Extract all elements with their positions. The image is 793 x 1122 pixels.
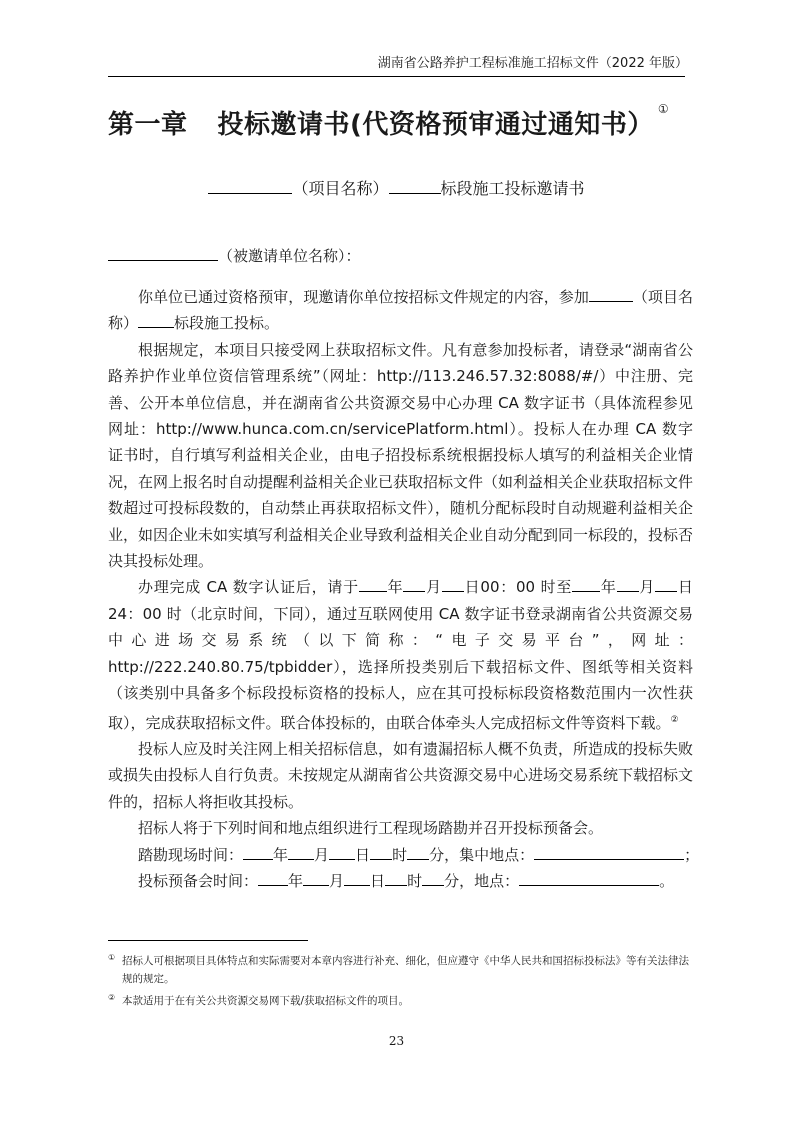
p3-year2-blank: [572, 575, 600, 592]
invitee-blank: [108, 244, 218, 261]
prebid-place-blank: [519, 869, 659, 886]
addressee-line: [108, 244, 361, 266]
prebid-year: 年: [288, 871, 304, 890]
footnote-ref-2[interactable]: ②: [670, 714, 679, 725]
footnote-1-text: 招标人可根据项目具体特点和实际需要对本章内容进行补充、细化，但应遵守《中华人民共和国招标投标法》等有关法律法规的规定。: [122, 955, 689, 985]
site-hour: 时: [392, 845, 408, 864]
p1-project-blank: [589, 285, 633, 302]
footnote-2-mark: ②: [108, 993, 116, 1002]
subtitle-section-label: 标段施工投标邀请书: [440, 179, 585, 198]
p3-text-b: 24：00 时（北京时间，下同），通过互联网使用 CA 数字证书登录湖南省公共资源交易中心进场交易系统（以下简称：“电子交易平台”，网址：http://222.240.80.75/tpbidder），选择所投类别后下载招标文件、图纸等相关资料（该类别中具备多个标段投标资格的投标人，应在其可投标标段资格数范围内一次性获取），完成获取招标文件。联合体投标的，由联合体牵头人完成招标文件等资料下载。: [108, 604, 693, 732]
p3-day: 日: [463, 578, 481, 597]
paragraph-2: 根据规定，本项目只接受网上获取招标文件。凡有意参加投标者，请登录“湖南省公路养护作业单位资信管理系统”（网址：http://113.246.57.32:8088/#/）中注册、完善、公开本单位信息，并在湖南省公共资源交易中心办理 CA 数字证书（具体流程参见网址：http://www.hunca.com.cn/servicePlatform.html）。投标人在办理 CA 数字证书时，自行填写利益相关企业，由电子招投标系统根据投标人填写的利益相关企业情况，在网上报名时自动提醒利益相关企业已获取招标文件（如利益相关企业获取招标文件数超过可投标段数的，自动禁止再获取招标文件），随机分配标段时自动规避利益相关企业，如因企业未如实填写利益相关企业导致利益相关企业自动分配到同一标段的，投标否决其投标处理。: [108, 340, 694, 571]
p3-day2-blank: [655, 575, 677, 592]
prebid-minute: 分，: [444, 871, 475, 890]
letter-body: [108, 284, 700, 894]
site-place-blank: [534, 843, 684, 860]
p3-text-a: 办理完成 CA 数字认证后，请于: [138, 578, 359, 597]
site-day-blank: [329, 843, 355, 860]
chapter-name: 投标邀请书(代资格预审通过通知书）: [217, 110, 654, 140]
site-visit-line: [108, 842, 700, 868]
project-name-blank: [208, 177, 292, 194]
invitation-subtitle: [0, 176, 793, 199]
site-day: 日: [355, 845, 371, 864]
prebid-minute-blank: [422, 869, 444, 886]
paragraph-4: 投标人应及时关注网上相关招标信息，如有遗漏招标人概不负责，所造成的投标失败或损失由投标人自行负责。未按规定从湖南省公共资源交易中心进场交易系统下载招标文件的，招标人将拒收其投标。: [108, 739, 694, 811]
p1-text-c: 标段施工投标。: [174, 314, 280, 333]
site-month: 月: [314, 845, 330, 864]
footnotes: [108, 952, 693, 1014]
footnote-rule: [108, 940, 308, 941]
section-blank: [389, 177, 441, 194]
prebid-place-label: 地点：: [474, 871, 520, 890]
site-minute: 分，集中地点：: [429, 845, 535, 864]
footnote-ref-1[interactable]: ①: [657, 102, 670, 116]
prebid-end: 。: [659, 871, 675, 890]
prebid-day-blank: [344, 869, 370, 886]
subtitle-project-label: （项目名称）: [292, 179, 389, 198]
paragraph-3: [108, 574, 693, 735]
site-hour-blank: [370, 843, 392, 860]
addressee-label: （被邀请单位名称）：: [218, 247, 361, 265]
chapter-number: 第一章: [108, 110, 188, 140]
footnote-2-text: 本款适用于在有关公共资源交易网下载/获取招标文件的项目。: [122, 995, 410, 1007]
prebid-month-blank: [303, 869, 329, 886]
running-header: 湖南省公路养护工程标准施工招标文件（2022 年版）: [377, 56, 688, 71]
prebid-hour: 时: [407, 871, 423, 890]
site-visit-label: 踏勘现场时间：: [138, 845, 244, 864]
prebid-hour-blank: [385, 869, 407, 886]
footnote-1: [108, 952, 693, 988]
prebid-month: 月: [329, 871, 345, 890]
site-end: ；: [684, 845, 700, 864]
p3-month2-blank: [617, 575, 639, 592]
page-number: 23: [388, 1034, 405, 1048]
prebid-year-blank: [258, 869, 288, 886]
p3-time-start: 00：00 时至: [480, 578, 573, 597]
p3-year: 年: [386, 578, 404, 597]
p3-day-blank: [442, 575, 464, 592]
p1-text-b: （项目名称）: [108, 288, 693, 333]
chapter-title: [108, 104, 708, 141]
p3-month-2: 月: [638, 578, 656, 597]
p3-month: 月: [425, 578, 442, 597]
prebid-label: 投标预备会时间：: [138, 871, 259, 890]
site-year-blank: [243, 843, 273, 860]
paragraph-1: [108, 284, 693, 337]
p3-year-blank: [359, 575, 387, 592]
site-month-blank: [288, 843, 314, 860]
prebid-meeting-line: [108, 868, 693, 894]
prebid-day: 日: [370, 871, 386, 890]
site-minute-blank: [407, 843, 429, 860]
footnote-1-mark: ①: [108, 953, 116, 962]
site-year: 年: [273, 845, 289, 864]
p3-day-2: 日: [677, 578, 693, 597]
paragraph-5: 招标人将于下列时间和地点组织进行工程现场踏勘并召开投标预备会。: [138, 819, 604, 838]
p3-year-2: 年: [600, 578, 617, 597]
header-rule: [108, 76, 685, 77]
p1-text-a: 你单位已通过资格预审，现邀请你单位按招标文件规定的内容，参加: [138, 288, 589, 306]
footnote-2: [108, 992, 693, 1010]
p1-section-blank: [138, 311, 174, 328]
p3-month-blank: [403, 575, 425, 592]
